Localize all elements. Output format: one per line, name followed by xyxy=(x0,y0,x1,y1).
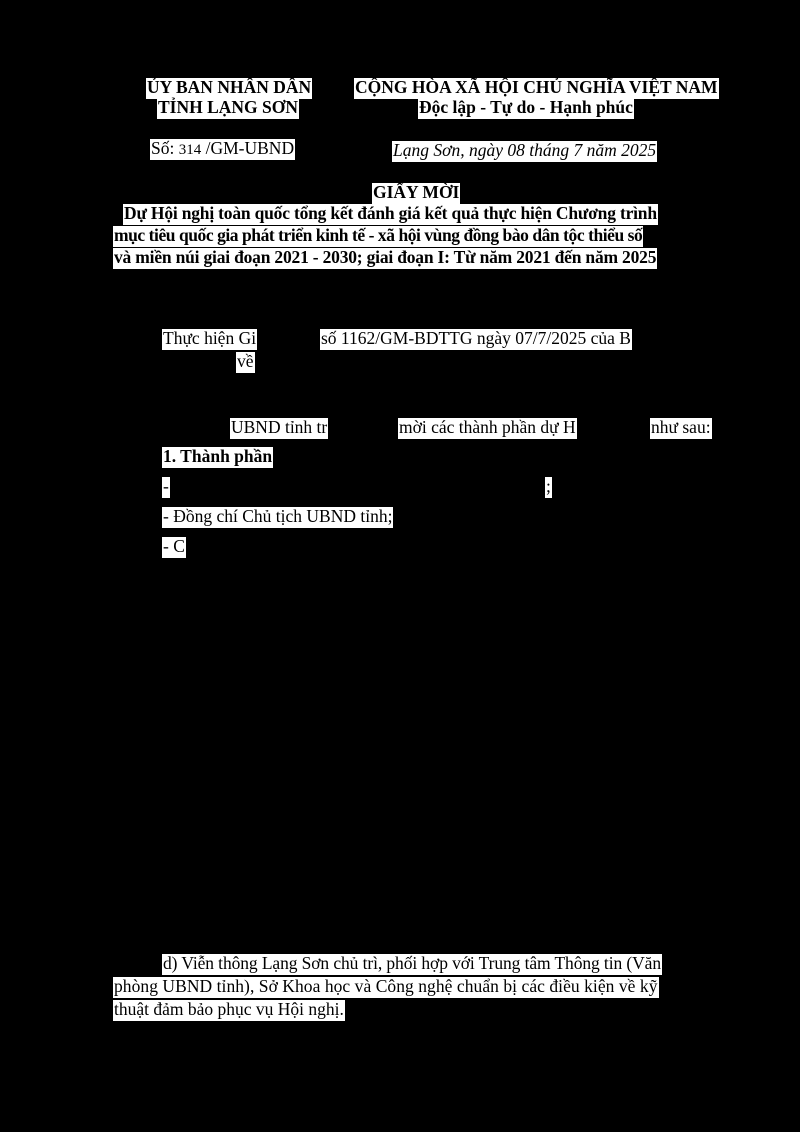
document-title: GIẤY MỜI xyxy=(373,182,460,202)
issuer-line-2: TỈNH LẠNG SƠN xyxy=(158,97,299,117)
document-number-prefix: Số: xyxy=(151,138,175,158)
paragraph-1-start: Thực hiện Gi xyxy=(163,328,257,348)
document-date xyxy=(392,141,657,162)
date-place: Lạng Sơn, ngày xyxy=(393,140,503,160)
document-number-suffix: /GM-UBND xyxy=(205,138,295,158)
title-subject-line-3: và miền núi giai đoạn 2021 - 2030; giai đoạn I: Từ năm 2021 đến năm 2025 xyxy=(114,247,657,267)
paragraph-d-line-2: phòng UBND tỉnh), Sở Khoa học và Công nghệ chuẩn bị các điều kiện về kỹ xyxy=(114,976,658,996)
attendee-item-1-dash: - xyxy=(163,476,169,496)
date-month-year: tháng 7 năm 2025 xyxy=(529,140,657,160)
attendee-item-3: - C xyxy=(163,536,185,556)
title-subject-line-2: mục tiêu quốc gia phát triển kinh tế - xã hội vùng đồng bào dân tộc thiểu số xyxy=(114,225,643,245)
paragraph-2-start: UBND tỉnh tr xyxy=(231,417,328,437)
title-subject-line-1: Dự Hội nghị toàn quốc tổng kết đánh giá kết quả thực hiện Chương trình xyxy=(124,203,657,223)
section-1-heading: 1. Thành phần xyxy=(163,446,273,466)
paragraph-2-end: như sau: xyxy=(651,417,711,437)
paragraph-1-middle: số 1162/GM-BDTTG ngày 07/7/2025 của B xyxy=(321,328,631,348)
attendee-item-2: - Đồng chí Chủ tịch UBND tỉnh; xyxy=(163,506,393,526)
attendee-item-1-end: ; xyxy=(546,476,551,496)
paragraph-1-line-2: về xyxy=(237,351,254,371)
date-day: 08 xyxy=(507,140,525,160)
national-motto-line-1: CỘNG HÒA XÃ HỘI CHỦ NGHĨA VIỆT NAM xyxy=(355,77,718,97)
issuer-line-1: ỦY BAN NHÂN DÂN xyxy=(147,77,312,97)
paragraph-2-middle: mời các thành phần dự H xyxy=(399,417,576,437)
paragraph-d-line-1: d) Viễn thông Lạng Sơn chủ trì, phối hợp với Trung tâm Thông tin (Văn xyxy=(163,953,661,973)
document-number-value: 314 xyxy=(178,142,202,158)
document-number xyxy=(150,139,295,160)
paragraph-d-line-3: thuật đảm bảo phục vụ Hội nghị. xyxy=(114,999,344,1019)
national-motto-line-2: Độc lập - Tự do - Hạnh phúc xyxy=(419,97,633,117)
